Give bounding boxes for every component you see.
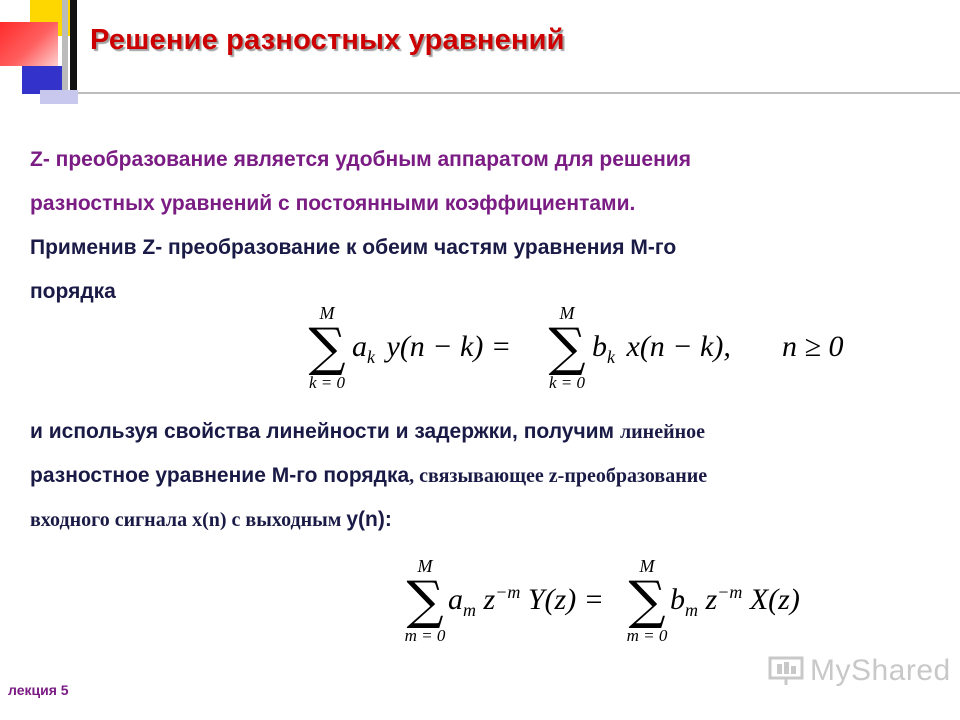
result-line-1-sans: и используя свойства линейности и задержки, получим [30,420,620,443]
eq1-left-coef-sub: k [367,347,375,367]
eq2-right-sum [622,557,672,644]
eq2-right-upper: M [639,556,655,576]
eq2-right-term [670,582,800,621]
eq1-right-upper: M [559,303,575,323]
intro-line-1: Z- преобразование является удобным аппаратом для решения [30,148,691,171]
decor-lilac-strip [40,90,78,104]
eq1-condition: n ≥ 0 [782,330,844,363]
result-line-3-serif: входного сигнала x(n) с выходным [30,509,347,531]
result-paragraph [30,410,930,542]
eq1-right-rest: x(n − k), [626,330,731,363]
slide-title: Решение разностных уравнений [90,24,565,56]
sum-sign-icon: ∑ [308,318,346,378]
intro-line-2: разностных уравнений с постоянными коэффициентами. [30,192,636,215]
eq2-left-exp: −m [495,582,521,602]
result-line-2 [30,454,930,498]
eq2-left-sum [400,557,450,644]
eq1-right-coef: b [592,330,607,363]
footer-lecture-label: лекция 5 [8,682,69,698]
eq1-left-coef: a [352,330,367,363]
result-line-3 [30,498,930,542]
eq1-right-term [592,330,731,368]
eq1-left-lower: k = 0 [308,373,346,392]
decor-red-square [0,22,58,66]
presentation-board-icon [768,655,804,687]
eq1-left-upper: M [319,303,335,323]
eq2-right-coef-sub: m [685,600,698,620]
result-line-2-serif: , связывающее z-преобразование [409,465,708,487]
eq2-right-rest: X(z) [749,583,800,616]
result-line-1 [30,410,930,454]
intro-line-4: порядка [30,280,116,303]
watermark-text: MyShared [810,654,951,687]
decor-black-bar [70,0,77,92]
watermark [768,654,951,688]
eq1-right-coef-sub: k [607,347,615,367]
eq1-right-sum [544,304,590,391]
result-line-2-sans: разностное уравнение М-го порядка [30,464,410,487]
eq2-left-z: z [483,583,496,616]
result-line-3-sans: y(n): [346,508,392,531]
sum-sign-icon: ∑ [548,318,586,378]
eq2-right-z: z [705,583,718,616]
eq1-left-sum [304,304,350,391]
eq1-left-rest: y(n − k) = [386,330,512,363]
eq1-right-lower: k = 0 [548,373,586,392]
eq2-right-lower: m = 0 [626,626,668,645]
intro-paragraph [30,138,930,314]
eq2-left-coef: a [448,583,463,616]
eq2-right-exp: −m [717,582,743,602]
sum-sign-icon: ∑ [406,571,444,631]
eq2-left-upper: M [417,556,433,576]
intro-line-3: Применив Z- преобразование к обеим частям уравнения М-го [30,236,677,259]
eq2-left-term [448,582,604,621]
eq2-left-lower: m = 0 [404,626,446,645]
eq2-left-coef-sub: m [463,600,476,620]
eq2-left-rest: Y(z) = [527,583,604,616]
sum-sign-icon: ∑ [628,571,666,631]
result-line-1-serif: линейное [619,421,706,443]
eq2-right-coef: b [670,583,685,616]
eq1-left-term [352,330,511,368]
decor-grey-bar [62,0,68,92]
decor-gray-line [40,92,960,94]
